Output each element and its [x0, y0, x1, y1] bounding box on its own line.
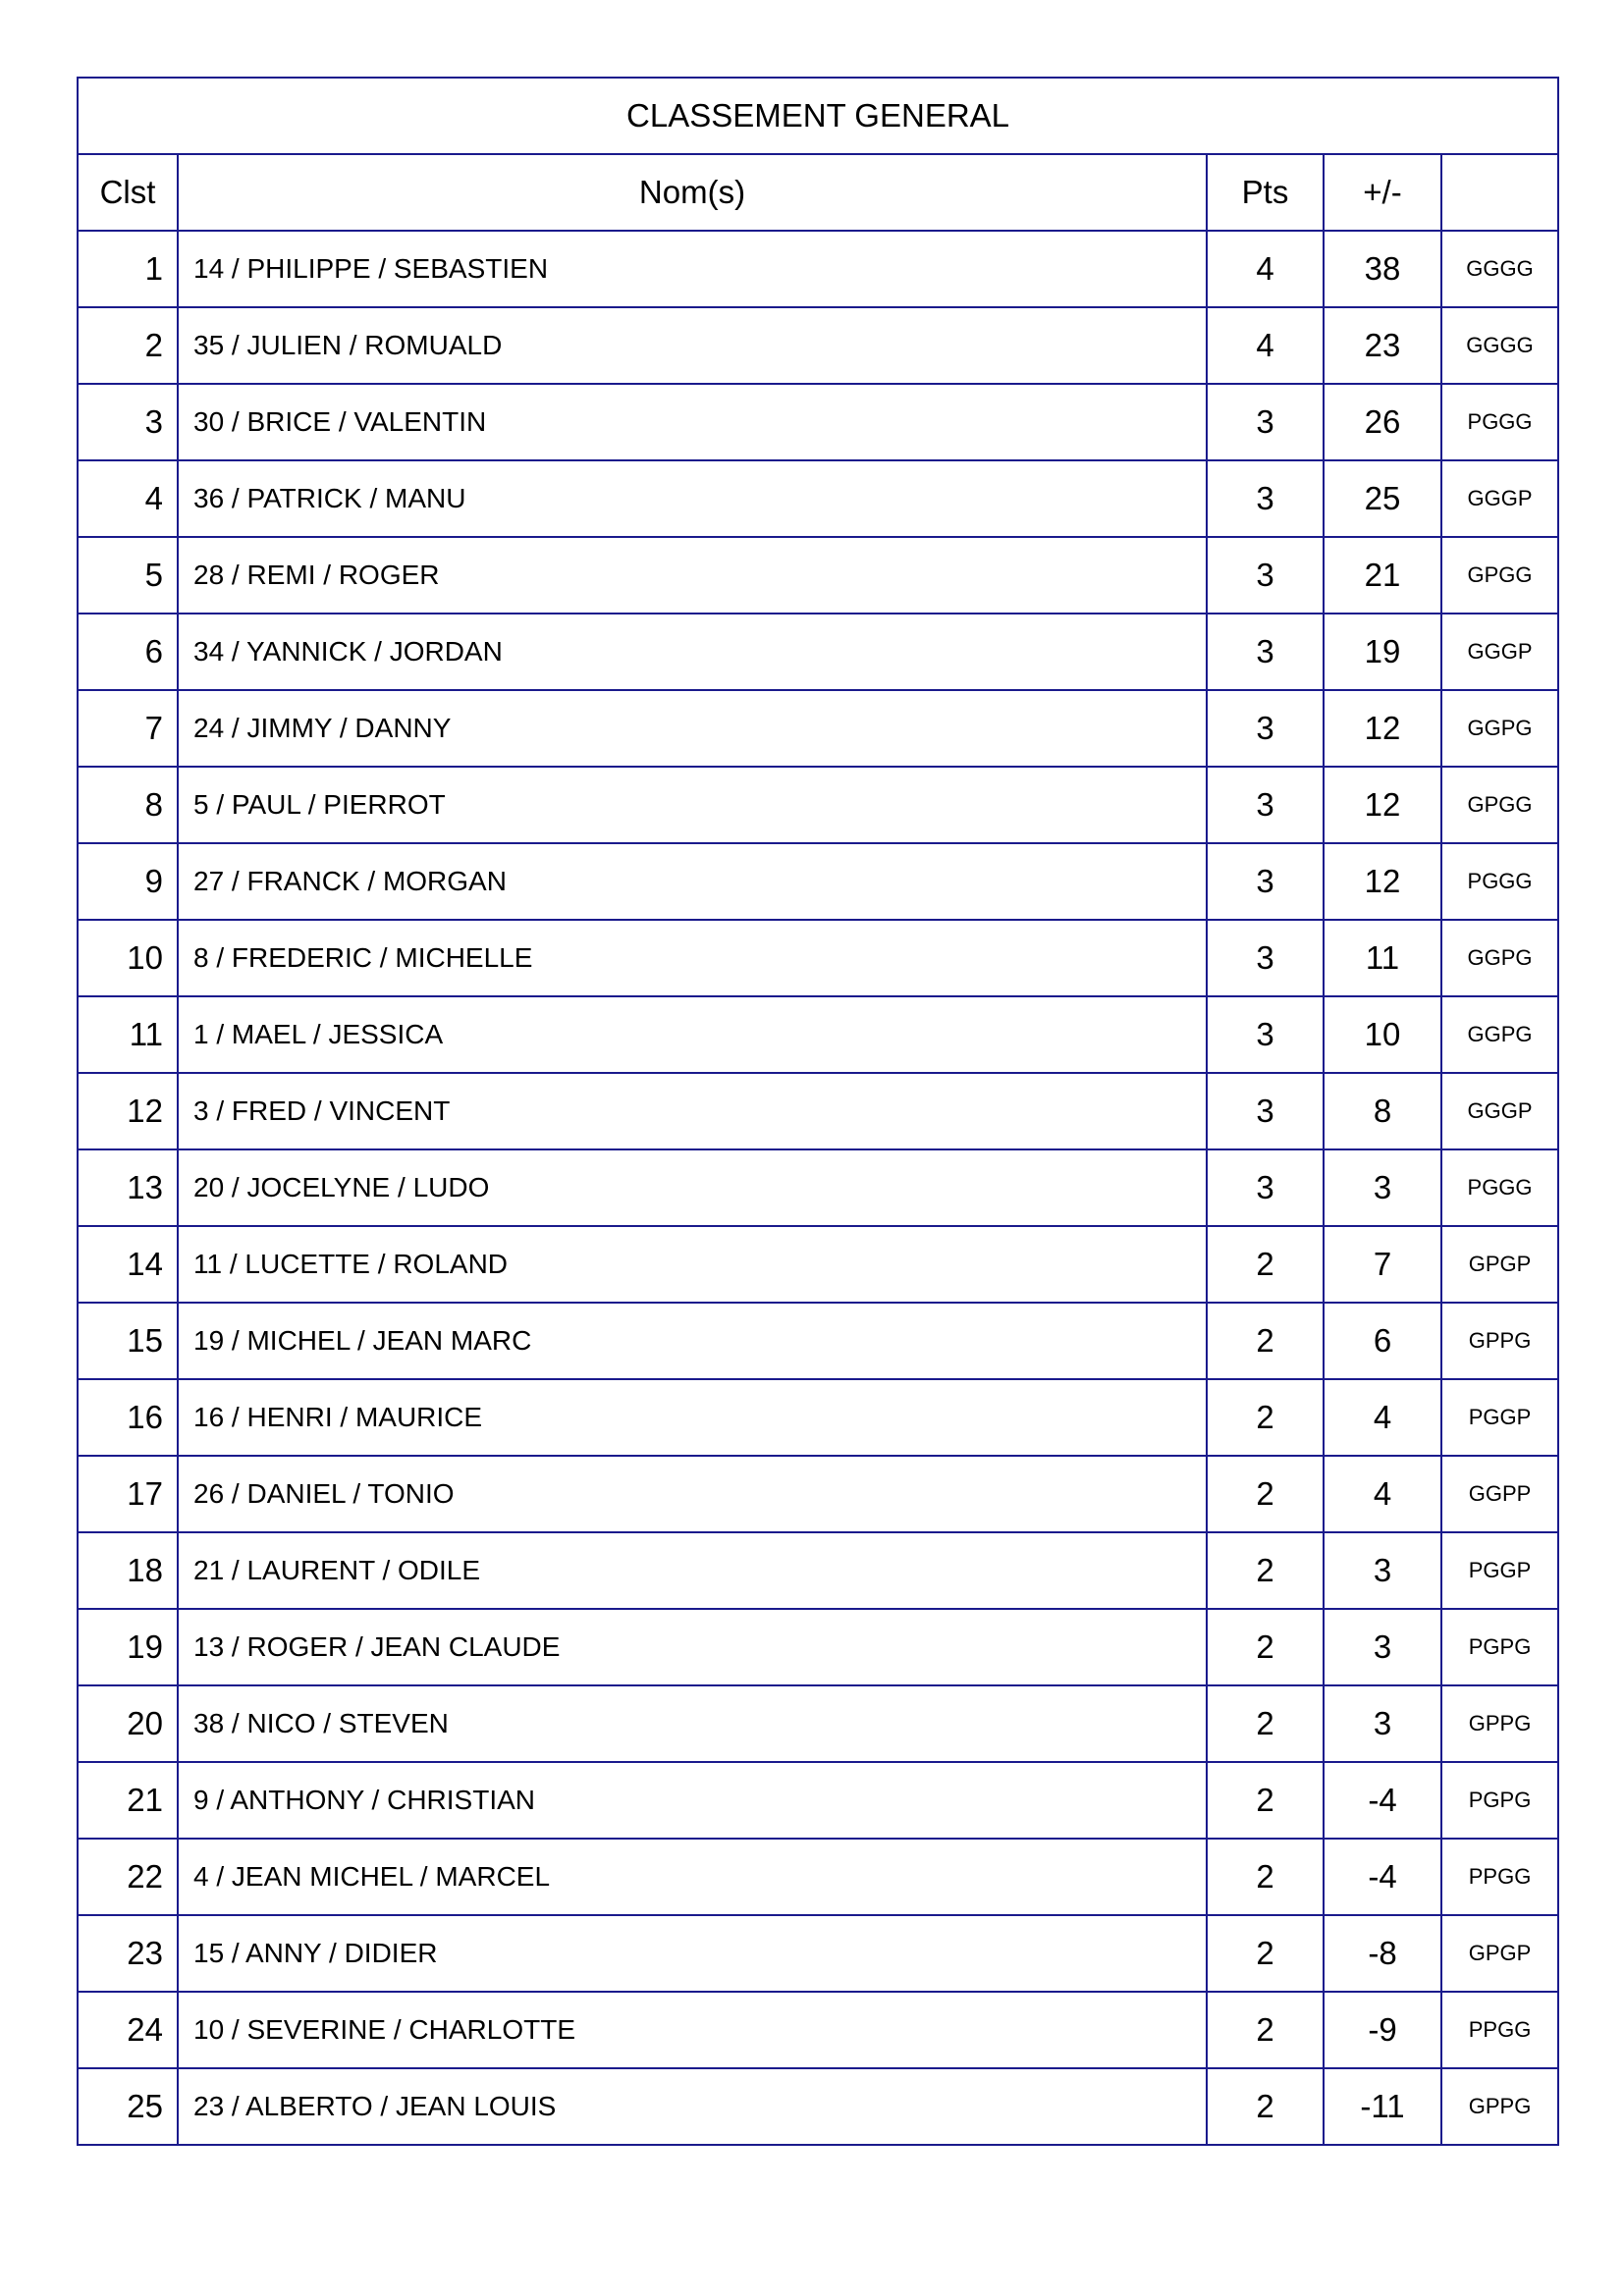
results-cell: GPGG [1441, 537, 1558, 614]
table-row [78, 307, 1558, 384]
points-cell: 3 [1207, 537, 1324, 614]
diff-cell: 8 [1324, 1073, 1441, 1149]
standings-body [78, 231, 1558, 2145]
results-cell: PPGG [1441, 1992, 1558, 2068]
points-cell: 2 [1207, 1915, 1324, 1992]
diff-cell: -4 [1324, 1839, 1441, 1915]
points-cell: 3 [1207, 843, 1324, 920]
names-cell: 36 / PATRICK / MANU [178, 460, 1207, 537]
table-row [78, 1379, 1558, 1456]
diff-cell: 7 [1324, 1226, 1441, 1303]
results-cell: GGPG [1441, 996, 1558, 1073]
names-cell: 24 / JIMMY / DANNY [178, 690, 1207, 767]
points-cell: 2 [1207, 2068, 1324, 2145]
table-row [78, 2068, 1558, 2145]
diff-cell: 3 [1324, 1609, 1441, 1685]
rank-cell: 21 [78, 1762, 178, 1839]
rank-cell: 18 [78, 1532, 178, 1609]
points-cell: 3 [1207, 996, 1324, 1073]
results-cell: GGGG [1441, 307, 1558, 384]
rank-cell: 15 [78, 1303, 178, 1379]
results-cell: PGGG [1441, 1149, 1558, 1226]
table-title: CLASSEMENT GENERAL [78, 78, 1558, 154]
diff-cell: 25 [1324, 460, 1441, 537]
points-cell: 3 [1207, 1073, 1324, 1149]
points-cell: 3 [1207, 690, 1324, 767]
table-row [78, 460, 1558, 537]
results-cell: GPGP [1441, 1226, 1558, 1303]
results-cell: GPGP [1441, 1915, 1558, 1992]
points-cell: 4 [1207, 231, 1324, 307]
rank-cell: 5 [78, 537, 178, 614]
names-cell: 9 / ANTHONY / CHRISTIAN [178, 1762, 1207, 1839]
points-cell: 3 [1207, 1149, 1324, 1226]
rank-cell: 2 [78, 307, 178, 384]
rank-cell: 11 [78, 996, 178, 1073]
points-cell: 2 [1207, 1992, 1324, 2068]
rank-cell: 22 [78, 1839, 178, 1915]
names-cell: 35 / JULIEN / ROMUALD [178, 307, 1207, 384]
table-row [78, 920, 1558, 996]
rank-cell: 23 [78, 1915, 178, 1992]
names-cell: 30 / BRICE / VALENTIN [178, 384, 1207, 460]
diff-cell: 23 [1324, 307, 1441, 384]
names-cell: 4 / JEAN MICHEL / MARCEL [178, 1839, 1207, 1915]
points-cell: 3 [1207, 614, 1324, 690]
points-cell: 3 [1207, 460, 1324, 537]
diff-cell: 4 [1324, 1379, 1441, 1456]
names-cell: 13 / ROGER / JEAN CLAUDE [178, 1609, 1207, 1685]
diff-cell: 12 [1324, 767, 1441, 843]
table-row [78, 1532, 1558, 1609]
standings-table [77, 77, 1559, 2146]
points-cell: 3 [1207, 920, 1324, 996]
names-cell: 11 / LUCETTE / ROLAND [178, 1226, 1207, 1303]
table-row [78, 1839, 1558, 1915]
points-cell: 2 [1207, 1226, 1324, 1303]
names-cell: 20 / JOCELYNE / LUDO [178, 1149, 1207, 1226]
rank-cell: 16 [78, 1379, 178, 1456]
table-row [78, 1073, 1558, 1149]
diff-cell: 3 [1324, 1149, 1441, 1226]
names-cell: 3 / FRED / VINCENT [178, 1073, 1207, 1149]
table-row [78, 1303, 1558, 1379]
table-row [78, 1456, 1558, 1532]
points-cell: 2 [1207, 1456, 1324, 1532]
table-row [78, 1685, 1558, 1762]
rank-cell: 6 [78, 614, 178, 690]
names-cell: 38 / NICO / STEVEN [178, 1685, 1207, 1762]
points-cell: 2 [1207, 1303, 1324, 1379]
results-cell: GGGP [1441, 1073, 1558, 1149]
names-cell: 28 / REMI / ROGER [178, 537, 1207, 614]
rank-cell: 1 [78, 231, 178, 307]
names-cell: 8 / FREDERIC / MICHELLE [178, 920, 1207, 996]
table-row [78, 1609, 1558, 1685]
results-cell: PGPG [1441, 1609, 1558, 1685]
rank-cell: 3 [78, 384, 178, 460]
points-cell: 2 [1207, 1379, 1324, 1456]
table-row [78, 1762, 1558, 1839]
diff-cell: 38 [1324, 231, 1441, 307]
header-names: Nom(s) [178, 154, 1207, 231]
rank-cell: 14 [78, 1226, 178, 1303]
table-row [78, 767, 1558, 843]
points-cell: 3 [1207, 384, 1324, 460]
table-row [78, 996, 1558, 1073]
diff-cell: 3 [1324, 1532, 1441, 1609]
points-cell: 2 [1207, 1762, 1324, 1839]
diff-cell: -11 [1324, 2068, 1441, 2145]
diff-cell: -4 [1324, 1762, 1441, 1839]
diff-cell: 21 [1324, 537, 1441, 614]
rank-cell: 17 [78, 1456, 178, 1532]
diff-cell: 19 [1324, 614, 1441, 690]
results-cell: GPPG [1441, 2068, 1558, 2145]
rank-cell: 7 [78, 690, 178, 767]
results-cell: PGGP [1441, 1532, 1558, 1609]
diff-cell: 4 [1324, 1456, 1441, 1532]
names-cell: 19 / MICHEL / JEAN MARC [178, 1303, 1207, 1379]
results-cell: GPGG [1441, 767, 1558, 843]
names-cell: 23 / ALBERTO / JEAN LOUIS [178, 2068, 1207, 2145]
diff-cell: 3 [1324, 1685, 1441, 1762]
results-cell: PGGP [1441, 1379, 1558, 1456]
results-cell: GGPG [1441, 920, 1558, 996]
table-row [78, 231, 1558, 307]
names-cell: 27 / FRANCK / MORGAN [178, 843, 1207, 920]
table-row [78, 1915, 1558, 1992]
table-row [78, 1226, 1558, 1303]
points-cell: 4 [1207, 307, 1324, 384]
names-cell: 1 / MAEL / JESSICA [178, 996, 1207, 1073]
results-cell: GGGP [1441, 460, 1558, 537]
rank-cell: 19 [78, 1609, 178, 1685]
names-cell: 10 / SEVERINE / CHARLOTTE [178, 1992, 1207, 2068]
rank-cell: 12 [78, 1073, 178, 1149]
header-diff: +/- [1324, 154, 1441, 231]
rank-cell: 13 [78, 1149, 178, 1226]
diff-cell: -8 [1324, 1915, 1441, 1992]
rank-cell: 25 [78, 2068, 178, 2145]
header-row [78, 154, 1558, 231]
header-rank: Clst [78, 154, 178, 231]
diff-cell: 12 [1324, 843, 1441, 920]
results-cell: PPGG [1441, 1839, 1558, 1915]
names-cell: 21 / LAURENT / ODILE [178, 1532, 1207, 1609]
table-row [78, 1992, 1558, 2068]
diff-cell: -9 [1324, 1992, 1441, 2068]
rank-cell: 8 [78, 767, 178, 843]
points-cell: 3 [1207, 767, 1324, 843]
points-cell: 2 [1207, 1685, 1324, 1762]
header-points: Pts [1207, 154, 1324, 231]
results-cell: PGGG [1441, 384, 1558, 460]
diff-cell: 10 [1324, 996, 1441, 1073]
points-cell: 2 [1207, 1839, 1324, 1915]
results-cell: GGGP [1441, 614, 1558, 690]
table-row [78, 690, 1558, 767]
rank-cell: 4 [78, 460, 178, 537]
results-cell: GPPG [1441, 1303, 1558, 1379]
results-cell: PGPG [1441, 1762, 1558, 1839]
table-row [78, 537, 1558, 614]
points-cell: 2 [1207, 1532, 1324, 1609]
table-row [78, 843, 1558, 920]
points-cell: 2 [1207, 1609, 1324, 1685]
diff-cell: 11 [1324, 920, 1441, 996]
names-cell: 15 / ANNY / DIDIER [178, 1915, 1207, 1992]
header-results [1441, 154, 1558, 231]
names-cell: 34 / YANNICK / JORDAN [178, 614, 1207, 690]
diff-cell: 6 [1324, 1303, 1441, 1379]
rank-cell: 24 [78, 1992, 178, 2068]
rank-cell: 20 [78, 1685, 178, 1762]
table-row [78, 384, 1558, 460]
results-cell: GGPP [1441, 1456, 1558, 1532]
table-row [78, 1149, 1558, 1226]
names-cell: 16 / HENRI / MAURICE [178, 1379, 1207, 1456]
names-cell: 5 / PAUL / PIERROT [178, 767, 1207, 843]
names-cell: 26 / DANIEL / TONIO [178, 1456, 1207, 1532]
diff-cell: 26 [1324, 384, 1441, 460]
results-cell: GPPG [1441, 1685, 1558, 1762]
results-cell: GGPG [1441, 690, 1558, 767]
names-cell: 14 / PHILIPPE / SEBASTIEN [178, 231, 1207, 307]
rank-cell: 9 [78, 843, 178, 920]
results-cell: GGGG [1441, 231, 1558, 307]
table-row [78, 614, 1558, 690]
results-cell: PGGG [1441, 843, 1558, 920]
diff-cell: 12 [1324, 690, 1441, 767]
rank-cell: 10 [78, 920, 178, 996]
title-row [78, 78, 1558, 154]
